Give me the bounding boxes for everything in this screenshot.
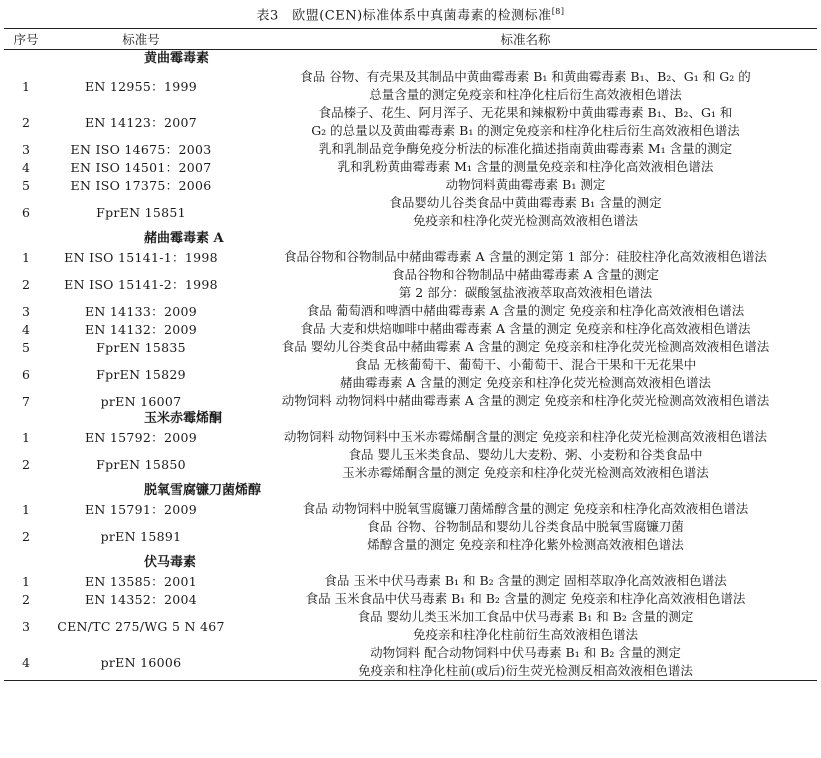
row-number: 1 xyxy=(22,429,30,445)
standard-title xyxy=(234,320,817,338)
row-number: 3 xyxy=(22,141,30,157)
header-title: 标准名称 xyxy=(500,32,551,47)
row-number: 3 xyxy=(22,303,30,319)
title-line: 食品 玉米中伏马毒素 B₁ 和 B₂ 含量的测定 固相萃取净化高效液相色谱法 xyxy=(324,573,727,588)
table-row xyxy=(4,518,817,554)
table-row xyxy=(4,266,817,302)
table-row xyxy=(4,644,817,681)
standard-code: prEN 16006 xyxy=(100,654,182,670)
standard-title xyxy=(234,140,817,158)
standard-title xyxy=(234,428,817,446)
title-line: 食品 婴幼儿类玉米加工食品中伏马毒素 B₁ 和 B₂ 含量的测定 xyxy=(357,609,694,624)
group-row xyxy=(4,482,817,500)
caption-reference: [8] xyxy=(551,7,565,16)
standard-title xyxy=(234,158,817,176)
row-number: 1 xyxy=(22,573,30,589)
standard-code: EN 14133：2009 xyxy=(84,304,197,319)
row-number: 6 xyxy=(22,204,30,220)
title-line: 食品 玉米食品中伏马毒素 B₁ 和 B₂ 含量的测定 免疫亲和柱净化高效液相色谱法 xyxy=(305,591,746,606)
title-line: 动物饲料 动物饲料中玉米赤霉烯酮含量的测定 免疫亲和柱净化荧光检测高效液相色谱法 xyxy=(284,429,767,444)
standards-table xyxy=(4,28,817,681)
table-row xyxy=(4,338,817,356)
standard-title xyxy=(234,644,817,681)
title-line: 免疫亲和柱净化荧光检测高效液相色谱法 xyxy=(412,213,638,228)
header-row xyxy=(4,29,817,50)
table-row xyxy=(4,320,817,338)
standard-title xyxy=(234,68,817,104)
row-number: 2 xyxy=(22,114,30,130)
standard-title xyxy=(234,500,817,518)
standard-title xyxy=(234,302,817,320)
row-number: 3 xyxy=(22,618,30,634)
standard-title xyxy=(234,176,817,194)
title-line: 免疫亲和柱净化柱前(或后)衍生荧光检测反相高效液相色谱法 xyxy=(358,663,693,678)
title-line: 总量含量的测定免疫亲和柱净化柱后衍生高效液相色谱法 xyxy=(369,87,682,102)
standard-code: FprEN 15835 xyxy=(96,339,186,355)
title-line: 动物饲料 配合动物饲料中伏马毒素 B₁ 和 B₂ 含量的测定 xyxy=(370,645,681,660)
group-row xyxy=(4,554,817,572)
group-name: 玉米赤霉烯酮 xyxy=(144,411,223,426)
standard-title xyxy=(234,518,817,554)
row-number: 2 xyxy=(22,591,30,607)
standard-code: EN 14123：2007 xyxy=(84,115,197,130)
row-number: 2 xyxy=(22,276,30,292)
row-number: 1 xyxy=(22,501,30,517)
title-line: 食品谷物和谷物制品中赭曲霉毒素 A 含量的测定第 1 部分：硅胶柱净化高效液相色谱法 xyxy=(284,249,767,264)
standard-code: EN ISO 14675：2003 xyxy=(70,142,212,157)
standard-code: FprEN 15851 xyxy=(96,204,186,220)
row-number: 2 xyxy=(22,456,30,472)
title-line: 食品 谷物、有壳果及其制品中黄曲霉毒素 B₁ 和黄曲霉毒素 B₁、B₂、G₁ 和 G₂ 的 xyxy=(300,69,751,84)
title-line: 食品婴幼儿谷类食品中黄曲霉毒素 B₁ 含量的测定 xyxy=(389,195,662,210)
table-row xyxy=(4,428,817,446)
group-name: 脱氧雪腐镰刀菌烯醇 xyxy=(144,483,262,498)
group-row xyxy=(4,410,817,428)
standard-code: EN 12955：1999 xyxy=(84,79,197,94)
table-row xyxy=(4,104,817,140)
row-number: 1 xyxy=(22,78,30,94)
title-line: 食品 谷物、谷物制品和婴幼儿谷类食品中脱氧雪腐镰刀菌 xyxy=(367,519,684,534)
standard-code: EN ISO 14501：2007 xyxy=(70,160,212,175)
table-row xyxy=(4,356,817,392)
row-number: 4 xyxy=(22,321,30,337)
row-number: 6 xyxy=(22,366,30,382)
standard-title xyxy=(234,338,817,356)
group-row xyxy=(4,230,817,248)
title-line: 食品榛子、花生、阿月浑子、无花果和辣椒粉中黄曲霉毒素 B₁、B₂、G₁ 和 xyxy=(318,105,733,120)
table-row xyxy=(4,140,817,158)
table-row xyxy=(4,248,817,266)
standard-code: prEN 16007 xyxy=(100,393,182,409)
standard-title xyxy=(234,446,817,482)
standard-code: EN 14132：2009 xyxy=(84,322,197,337)
standard-title xyxy=(234,248,817,266)
table-row xyxy=(4,572,817,590)
title-line: 食品谷物和谷物制品中赭曲霉毒素 A 含量的测定 xyxy=(392,267,659,282)
title-line: 食品 无核葡萄干、葡萄干、小葡萄干、混合干果和干无花果中 xyxy=(354,357,697,372)
title-line: 乳和乳粉黄曲霉毒素 M₁ 含量的测量免疫亲和柱净化高效液相色谱法 xyxy=(337,159,714,174)
table-row xyxy=(4,302,817,320)
row-number: 5 xyxy=(22,177,30,193)
table-caption xyxy=(0,0,821,24)
title-line: 赭曲霉毒素 A 含量的测定 免疫亲和柱净化荧光检测高效液相色谱法 xyxy=(340,375,711,390)
standard-title xyxy=(234,590,817,608)
table-body xyxy=(4,50,817,681)
title-line: G₂ 的总量以及黄曲霉毒素 B₁ 的测定免疫亲和柱净化柱后衍生高效液相色谱法 xyxy=(311,123,740,138)
table-row xyxy=(4,446,817,482)
row-number: 5 xyxy=(22,339,30,355)
title-line: 动物饲料黄曲霉毒素 B₁ 测定 xyxy=(445,177,606,192)
standard-code: EN 15792：2009 xyxy=(84,430,197,445)
standard-title xyxy=(234,104,817,140)
table-row xyxy=(4,194,817,230)
standard-title xyxy=(234,608,817,644)
standard-code: EN ISO 15141-2：1998 xyxy=(64,277,218,292)
group-name: 黄曲霉毒素 xyxy=(144,51,210,66)
group-spacer xyxy=(4,50,48,69)
standard-code: EN ISO 17375：2006 xyxy=(70,178,212,193)
standard-code: FprEN 15850 xyxy=(96,456,186,472)
standard-code: EN 14352：2004 xyxy=(84,592,197,607)
row-number: 2 xyxy=(22,528,30,544)
standard-code: EN 15791：2009 xyxy=(84,502,197,517)
title-line: 烯醇含量的测定 免疫亲和柱净化紫外检测高效液相色谱法 xyxy=(367,537,684,552)
table-row xyxy=(4,176,817,194)
title-line: 食品 婴幼儿谷类食品中赭曲霉素 A 含量的测定 免疫亲和柱净化荧光检测高效液相色谱法 xyxy=(281,339,770,354)
standard-title xyxy=(234,194,817,230)
title-line: 食品 葡萄酒和啤酒中赭曲霉毒素 A 含量的测定 免疫亲和柱净化高效液相色谱法 xyxy=(306,303,745,318)
standard-title xyxy=(234,356,817,392)
group-spacer xyxy=(4,482,48,500)
standard-code: EN 13585：2001 xyxy=(84,574,197,589)
group-spacer xyxy=(4,410,48,428)
group-spacer xyxy=(4,230,48,248)
title-line: 第 2 部分：碳酸氢盐液液萃取高效液相色谱法 xyxy=(398,285,653,300)
row-number: 7 xyxy=(22,393,30,409)
table-row xyxy=(4,68,817,104)
standard-code: prEN 15891 xyxy=(100,528,182,544)
group-name: 赭曲霉毒素 A xyxy=(144,231,224,246)
table-row xyxy=(4,500,817,518)
title-line: 食品 婴儿玉米类食品、婴幼儿大麦粉、粥、小麦粉和谷类食品中 xyxy=(348,447,703,462)
title-line: 免疫亲和柱净化柱前衍生高效液相色谱法 xyxy=(412,627,638,642)
table-row xyxy=(4,392,817,410)
row-number: 1 xyxy=(22,249,30,265)
caption-text: 表3 欧盟(CEN)标准体系中真菌毒素的检测标准 xyxy=(256,8,552,24)
group-name: 伏马毒素 xyxy=(144,555,197,570)
row-number: 4 xyxy=(22,654,30,670)
title-line: 动物饲料 动物饲料中赭曲霉毒素 A 含量的测定 免疫亲和柱净化荧光检测高效液相色谱法 xyxy=(281,393,770,408)
table-row xyxy=(4,158,817,176)
group-spacer xyxy=(4,554,48,572)
table-row xyxy=(4,590,817,608)
standard-code: CEN/TC 275/WG 5 N 467 xyxy=(57,618,225,634)
title-line: 食品 大麦和烘焙咖啡中赭曲霉毒素 A 含量的测定 免疫亲和柱净化高效液相色谱法 xyxy=(300,321,751,336)
row-number: 4 xyxy=(22,159,30,175)
header-no: 序号 xyxy=(13,32,39,47)
group-row xyxy=(4,50,817,69)
table-row xyxy=(4,608,817,644)
standard-title xyxy=(234,572,817,590)
standard-title xyxy=(234,392,817,410)
header-code: 标准号 xyxy=(122,32,160,47)
title-line: 玉米赤霉烯酮含量的测定 免疫亲和柱净化荧光检测高效液相色谱法 xyxy=(342,465,709,480)
title-line: 乳和乳制品竞争酶免疫分析法的标准化描述指南黄曲霉毒素 M₁ 含量的测定 xyxy=(318,141,733,156)
standard-code: FprEN 15829 xyxy=(96,366,186,382)
standard-title xyxy=(234,266,817,302)
standard-code: EN ISO 15141-1：1998 xyxy=(64,250,218,265)
title-line: 食品 动物饲料中脱氧雪腐镰刀菌烯醇含量的测定 免疫亲和柱净化高效液相色谱法 xyxy=(302,501,749,516)
